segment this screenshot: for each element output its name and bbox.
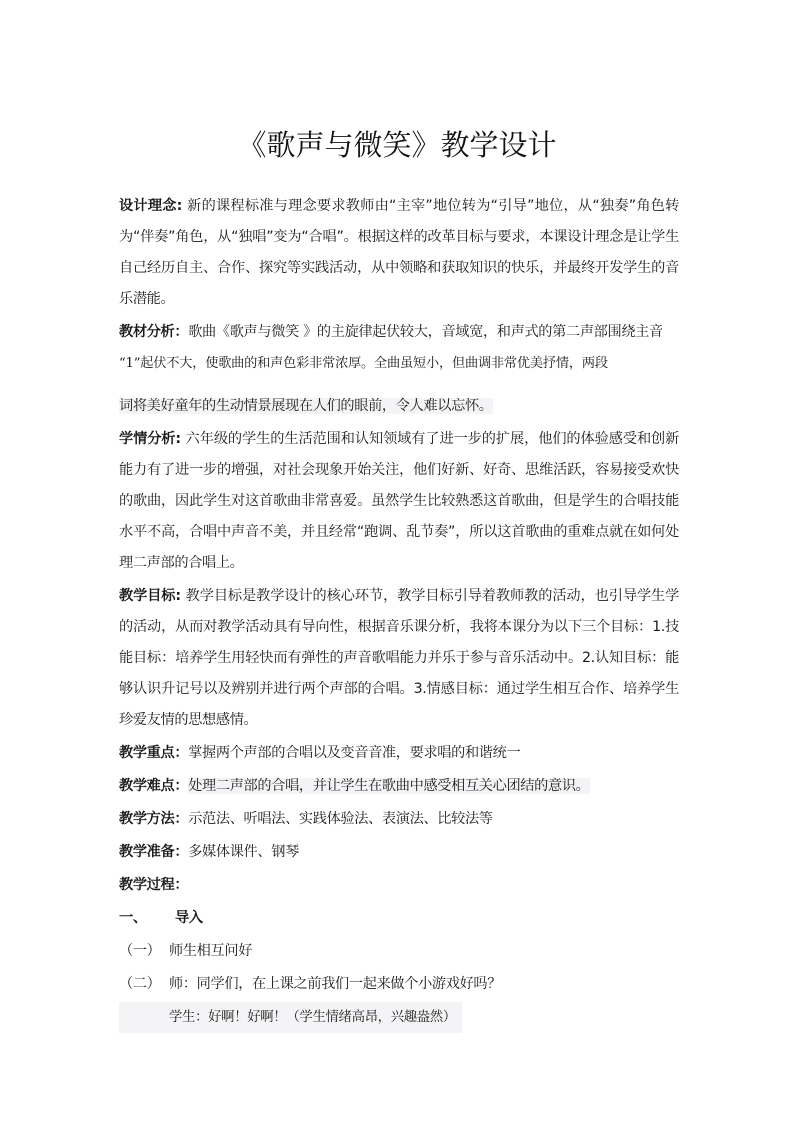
paragraph-preparation — [119, 837, 679, 868]
paragraph-teaching-goals — [119, 581, 679, 736]
label-difficulties: 教学难点 — [119, 778, 175, 794]
paragraph-methods — [119, 804, 679, 835]
step-number: （二） — [119, 976, 161, 992]
label-colon: : — [175, 431, 186, 447]
text-material-analysis-line2: “1”起伏不大，使歌曲的和声色彩非常浓厚。全曲虽短小，但曲调非常优美抒情，两段 — [119, 356, 608, 371]
step-number: （一） — [119, 943, 161, 959]
step-text: 师生相互问好 — [169, 943, 253, 959]
label-colon: ： — [174, 778, 189, 794]
text-methods: 示范法、听唱法、实践体验法、表演法、比较法等 — [188, 811, 493, 827]
text-difficulties: 处理二声部的合唱，并让学生在歌曲中感受相互关心团结的意识。 — [188, 778, 590, 794]
paragraph-design-concept — [119, 191, 679, 315]
label-colon: ： — [174, 811, 189, 827]
part-title: 导入 — [175, 910, 203, 926]
label-teaching-goals: 教学目标 — [119, 588, 176, 604]
text-material-analysis-line1: 歌曲《歌声与微笑 》的主旋律起伏较大，音域宽，和声式的第二声部围绕主音 — [188, 324, 663, 340]
paragraph-student-analysis — [119, 424, 679, 579]
label-student-analysis: 学情分析 — [119, 431, 176, 447]
label-colon: ： — [174, 844, 189, 860]
label-preparation: 教学准备 — [119, 844, 175, 860]
label-material-analysis: 教材分析 — [119, 324, 175, 340]
document-body — [119, 191, 679, 1033]
part-number: 一、 — [119, 910, 147, 926]
step-text: 师：同学们，在上课之前我们一起来做个小游戏好吗？ — [169, 976, 502, 992]
label-colon: : — [176, 198, 188, 214]
outline-student-reply — [119, 1002, 679, 1033]
paragraph-process — [119, 870, 679, 901]
page-title: 《歌声与微笑》教学设计 — [237, 128, 557, 162]
outline-step-2 — [119, 969, 679, 1000]
text-key-points: 掌握两个声部的合唱以及变音音准，要求唱的和谐统一 — [188, 745, 521, 761]
text-teaching-goals: 教学目标是教学设计的核心环节，教学目标引导着教师教的活动，也引导学生学的活动，从而对教学活动具有导向性，根据音乐课分析，我将本课分为以下三个目标：1.技能目标：培养学生用轻快而有弹性的声音歌唱能力并乐于参与音乐活动中。2.认知目标：能够认识升记号以及辨别并进行两个声部的合唱。3.情感目标：通过学生相互合作、培养学生珍爱友情的思想感情。 — [119, 588, 679, 728]
label-design-concept: 设计理念 — [119, 198, 177, 214]
label-methods: 教学方法 — [119, 811, 175, 827]
outline-part-1 — [119, 903, 679, 934]
student-reply-text: 学生：好啊！好啊！（学生情绪高昂，兴趣盎然） — [119, 1002, 462, 1033]
label-colon: ： — [174, 745, 189, 761]
label-key-points: 教学重点 — [119, 745, 175, 761]
paragraph-difficulties — [119, 771, 679, 802]
paragraph-key-points — [119, 738, 679, 769]
text-material-analysis-line3: 词将美好童年的生动情景展现在人们的眼前，令人难以忘怀。 — [119, 398, 493, 414]
label-colon: ： — [174, 324, 189, 340]
text-design-concept: 新的课程标准与理念要求教师由“主宰”地位转为“引导”地位，从“独奏”角色转为“伴奏”角色，从“独唱”变为“合唱”。根据这样的改革目标与要求，本课设计理念是让学生自己经历自主、合作、探究等实践活动，从中领略和获取知识的快乐，并最终开发学生的音乐潜能。 — [119, 198, 679, 307]
text-preparation: 多媒体课件、钢琴 — [188, 844, 299, 860]
paragraph-material-analysis — [119, 317, 679, 422]
outline-step-1 — [119, 936, 679, 967]
label-colon: ： — [174, 877, 189, 893]
label-colon: : — [175, 588, 186, 604]
label-process: 教学过程 — [119, 877, 175, 893]
text-student-analysis: 六年级的学生的生活范围和认知领域有了进一步的扩展，他们的体验感受和创新能力有了进一步的增强，对社会现象开始关注，他们好新、好奇、思维活跃，容易接受欢快的歌曲，因此学生对这首歌曲非常喜爱。虽然学生比较熟悉这首歌曲，但是学生的合唱技能水平不高，合唱中声音不美，并且经常“跑调、乱节奏”，所以这首歌曲的重难点就在如何处理二声部的合唱上。 — [119, 431, 679, 571]
